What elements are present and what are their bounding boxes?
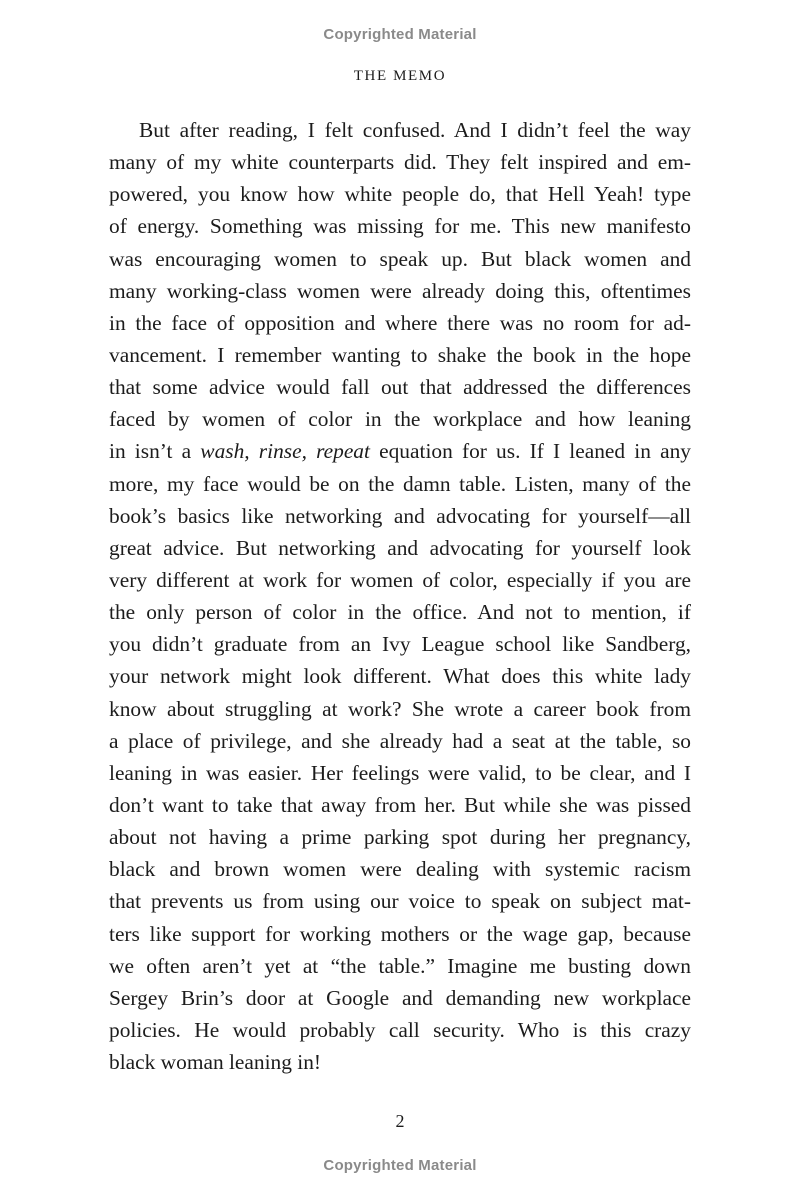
text-line: know about struggling at work? She wrote a career book from bbox=[109, 696, 691, 721]
text-line: book’s basics like networking and advocating for yourself—all bbox=[109, 503, 691, 528]
text-line: black woman leaning in! bbox=[109, 1050, 322, 1075]
text-line: more, my face would be on the damn table. Listen, many of the bbox=[109, 471, 691, 496]
running-head: THE MEMO bbox=[353, 68, 447, 84]
italic-phrase: wash, rinse, repeat bbox=[200, 439, 370, 464]
body-paragraph bbox=[109, 114, 691, 1078]
text-line: But after reading, I felt confused. And I didn’t feel the way bbox=[139, 118, 691, 142]
text-line bbox=[109, 435, 691, 467]
text-line: your network might look different. What does this white lady bbox=[109, 664, 691, 689]
text-line: very different at work for women of color, especially if you are bbox=[109, 567, 691, 592]
text-line: faced by women of color in the workplace and how leaning bbox=[109, 407, 691, 432]
text-line: ters like support for working mothers or the wage gap, because bbox=[109, 921, 691, 946]
text-line: in the face of opposition and where there was no room for ad- bbox=[109, 310, 691, 335]
copyright-watermark-bottom: Copyrighted Material bbox=[323, 1157, 477, 1174]
text-line: black and brown women were dealing with systemic racism bbox=[109, 857, 691, 882]
text-line: policies. He would probably call security. Who is this crazy bbox=[109, 1017, 691, 1042]
text-line: many working-class women were already doing this, oftentimes bbox=[109, 278, 691, 303]
text-line: of energy. Something was missing for me. This new manifesto bbox=[109, 214, 691, 239]
text-segment: in isn’t a bbox=[109, 439, 201, 464]
text-line: we often aren’t yet at “the table.” Imagine me busting down bbox=[109, 953, 691, 978]
text-line: vancement. I remember wanting to shake the book in the hope bbox=[109, 342, 691, 367]
text-line: the only person of color in the office. And not to mention, if bbox=[109, 600, 691, 625]
text-line: was encouraging women to speak up. But black women and bbox=[109, 246, 691, 271]
text-line: many of my white counterparts did. They felt inspired and em- bbox=[109, 150, 691, 175]
text-line: leaning in was easier. Her feelings were valid, to be clear, and I bbox=[109, 760, 691, 785]
text-line: that prevents us from using our voice to speak on subject mat- bbox=[109, 889, 691, 914]
text-line: Sergey Brin’s door at Google and demanding new workplace bbox=[109, 985, 691, 1010]
text-line: don’t want to take that away from her. But while she was pissed bbox=[109, 792, 691, 817]
text-line: powered, you know how white people do, that Hell Yeah! type bbox=[109, 182, 691, 207]
text-line: that some advice would fall out that addressed the differences bbox=[109, 375, 691, 400]
text-line: about not having a prime parking spot during her pregnancy, bbox=[109, 825, 691, 850]
page-number: 2 bbox=[395, 1111, 405, 1131]
copyright-watermark-top: Copyrighted Material bbox=[323, 26, 477, 43]
text-segment: equation for us. If I leaned in any bbox=[369, 439, 691, 464]
text-line: a place of privilege, and she already had a seat at the table, so bbox=[109, 728, 691, 753]
text-line: you didn’t graduate from an Ivy League school like Sandberg, bbox=[109, 632, 691, 657]
text-line: great advice. But networking and advocating for yourself look bbox=[109, 535, 691, 560]
